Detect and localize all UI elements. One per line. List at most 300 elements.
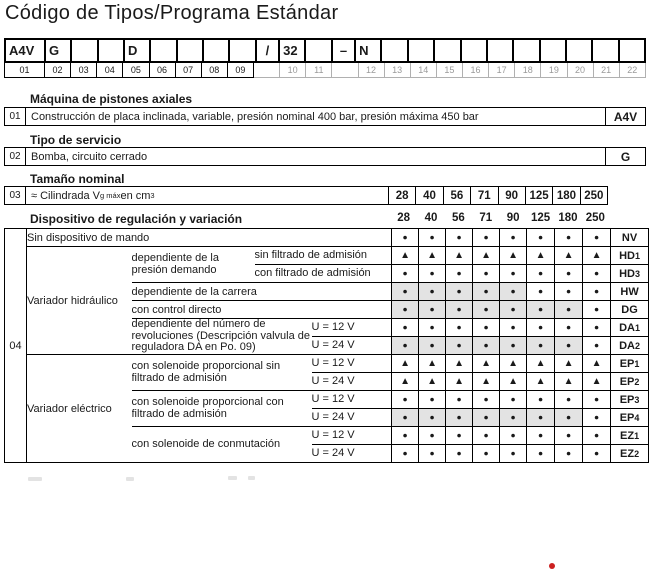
- symbol-cell: [527, 391, 555, 409]
- type-code-position-number: 21: [594, 63, 620, 78]
- dot-symbol: ●: [593, 394, 600, 404]
- symbol-cell: [473, 427, 500, 445]
- section-row-02: [4, 147, 646, 166]
- type-code-cell: [620, 40, 646, 61]
- type-code-number-row: [4, 63, 646, 78]
- type-code-position-number: 07: [176, 63, 202, 78]
- dot-symbol: ●: [510, 322, 516, 332]
- dot-symbol: ●: [456, 394, 462, 404]
- symbol-cell: [500, 301, 527, 319]
- code-letters: EP: [619, 411, 635, 424]
- symbol-cell: [473, 391, 500, 409]
- regulation-group-label: Variador hidráulico: [27, 247, 132, 355]
- symbol-cell: [527, 445, 555, 463]
- type-code-position-number: 06: [150, 63, 176, 78]
- regulation-row-label: con control directo: [132, 301, 392, 319]
- symbol-cell: [500, 427, 527, 445]
- triangle-symbol: ▲: [535, 376, 546, 387]
- triangle-symbol: ▲: [563, 358, 574, 369]
- symbol-cell: [555, 391, 583, 409]
- symbol-cell: [473, 319, 500, 337]
- symbol-cell: [392, 391, 419, 409]
- symbol-cell: [555, 409, 583, 427]
- symbol-cell: [419, 319, 446, 337]
- symbol-cell: [527, 409, 555, 427]
- code-digit: 1: [634, 358, 640, 369]
- symbol-cell: [419, 409, 446, 427]
- type-code-cell: [204, 40, 230, 61]
- type-code-position-number: 22: [620, 63, 646, 78]
- symbol-cell: [473, 265, 500, 283]
- regulation-size-label: 180: [558, 212, 578, 224]
- code-cell: [611, 373, 649, 391]
- symbol-cell: [446, 445, 473, 463]
- desc-subscript: g máx: [100, 191, 121, 200]
- dot-symbol: ●: [402, 430, 408, 440]
- symbol-cell: [473, 337, 500, 355]
- type-code-position-number: [254, 63, 280, 78]
- symbol-cell: [583, 283, 611, 301]
- triangle-symbol: ▲: [400, 376, 410, 387]
- symbol-cell: [500, 355, 527, 373]
- type-code-position-number: 01: [5, 63, 45, 78]
- dot-symbol: ●: [456, 340, 462, 350]
- dot-symbol: ●: [429, 286, 435, 296]
- symbol-cell: [555, 445, 583, 463]
- symbol-cell: [446, 319, 473, 337]
- code-cell: [611, 409, 649, 427]
- type-code-cell: /: [257, 40, 280, 61]
- symbol-cell: [392, 283, 419, 301]
- type-code-cell: D: [125, 40, 151, 61]
- desc-superscript: 3: [150, 191, 155, 200]
- code-digit: 2: [634, 448, 640, 459]
- code-cell: [611, 391, 649, 409]
- dot-symbol: ●: [593, 268, 600, 278]
- code-letters: EP: [619, 357, 635, 370]
- symbol-cell: [500, 229, 527, 247]
- type-code-cell: –: [333, 40, 356, 61]
- section-heading-tamano: Tamaño nominal: [30, 172, 125, 186]
- symbol-cell: [419, 445, 446, 463]
- dot-symbol: ●: [456, 232, 462, 242]
- symbol-cell: [555, 337, 583, 355]
- triangle-symbol: ▲: [535, 358, 546, 369]
- regulation-group-label: Variador eléctrico: [27, 355, 132, 463]
- regulation-size-header: [390, 212, 609, 224]
- type-code-position-number: 05: [123, 63, 149, 78]
- dot-symbol: ●: [483, 322, 489, 332]
- symbol-cell: [555, 229, 583, 247]
- symbol-cell: [419, 355, 446, 373]
- dot-symbol: ●: [429, 412, 435, 422]
- regulation-size-label: 250: [585, 212, 605, 224]
- type-code-position-number: 09: [228, 63, 254, 78]
- type-code-position-number: 14: [411, 63, 437, 78]
- size-cell: 125: [525, 186, 553, 205]
- symbol-cell: [473, 301, 500, 319]
- symbol-cell: [473, 247, 500, 265]
- symbol-cell: [555, 319, 583, 337]
- symbol-cell: [583, 301, 611, 319]
- row-description: Bomba, circuito cerrado: [25, 147, 606, 166]
- symbol-cell: [500, 319, 527, 337]
- regulation-size-label: 40: [424, 212, 438, 224]
- regulation-sub-label: con solenoide de conmutación: [132, 427, 312, 463]
- symbol-cell: [473, 445, 500, 463]
- type-code-cell: G: [46, 40, 72, 61]
- type-code-position-number: 17: [489, 63, 515, 78]
- type-code-cell: [462, 40, 488, 61]
- type-code-position-number: [332, 63, 358, 78]
- dot-symbol: ●: [483, 394, 489, 404]
- symbol-cell: [500, 283, 527, 301]
- type-code-position-number: 03: [71, 63, 97, 78]
- code-cell: [611, 355, 649, 373]
- dot-symbol: ●: [429, 340, 435, 350]
- regulation-size-label: 125: [530, 212, 551, 224]
- symbol-cell: [473, 355, 500, 373]
- symbol-cell: [446, 427, 473, 445]
- section-heading-servicio: Tipo de servicio: [30, 133, 122, 147]
- symbol-cell: [392, 265, 419, 283]
- symbol-cell: [446, 265, 473, 283]
- type-code-cell: [435, 40, 461, 61]
- code-cell: [611, 445, 649, 463]
- voltage-label: U = 24 V: [312, 445, 392, 463]
- dot-symbol: ●: [537, 286, 544, 296]
- code-digit: 2: [634, 376, 640, 387]
- dot-symbol: ●: [537, 322, 544, 332]
- type-code-cell: A4V: [6, 40, 46, 61]
- code-letters: EP: [619, 375, 635, 388]
- dot-symbol: ●: [510, 340, 516, 350]
- regulation-sub-label: dependiente del número de revoluciones (Descripción valvula de reguladora DA en Po. 09): [131, 318, 311, 354]
- row-number: 01: [4, 107, 26, 126]
- size-cell: 180: [552, 186, 580, 205]
- symbol-cell: [446, 229, 473, 247]
- dot-symbol: ●: [565, 394, 572, 404]
- size-cell: 71: [470, 186, 498, 205]
- type-code-position-number: 16: [463, 63, 489, 78]
- dot-symbol: ●: [537, 232, 544, 242]
- triangle-symbol: ▲: [508, 376, 518, 387]
- dot-symbol: ●: [402, 286, 408, 296]
- code-letters: HD: [619, 267, 635, 280]
- dot-symbol: ●: [510, 268, 516, 278]
- dot-symbol: ●: [565, 412, 572, 422]
- symbol-cell: [419, 265, 446, 283]
- type-code-cell: [409, 40, 435, 61]
- triangle-symbol: ▲: [535, 250, 546, 261]
- symbol-cell: [583, 391, 611, 409]
- desc-mid: en cm: [120, 189, 151, 202]
- dot-symbol: ●: [593, 304, 600, 314]
- voltage-label: U = 24 V: [312, 373, 392, 391]
- type-code-cell: [593, 40, 619, 61]
- symbol-cell: [527, 355, 555, 373]
- dot-symbol: ●: [483, 448, 489, 458]
- dot-symbol: ●: [593, 322, 600, 332]
- type-code-position-number: 11: [306, 63, 332, 78]
- code-digit: 2: [634, 340, 640, 351]
- dot-symbol: ●: [593, 232, 600, 242]
- symbol-cell: [392, 319, 419, 337]
- type-code-position-number: 08: [202, 63, 228, 78]
- size-cell: 90: [498, 186, 526, 205]
- type-code-position-number: 02: [45, 63, 71, 78]
- dot-symbol: ●: [402, 340, 408, 350]
- triangle-symbol: ▲: [400, 358, 410, 369]
- symbol-cell: [583, 427, 611, 445]
- dot-symbol: ●: [456, 430, 462, 440]
- symbol-cell: [446, 283, 473, 301]
- triangle-symbol: ▲: [508, 358, 518, 369]
- symbol-cell: [555, 355, 583, 373]
- symbol-cell: [527, 337, 555, 355]
- type-code-cell: [230, 40, 256, 61]
- symbol-cell: [500, 391, 527, 409]
- type-code-cell: [382, 40, 408, 61]
- voltage-label: U = 24 V: [312, 409, 392, 427]
- voltage-label: U = 12 V: [312, 355, 392, 373]
- size-cells: [389, 186, 608, 205]
- row-number: 03: [4, 186, 26, 205]
- symbol-cell: [419, 229, 446, 247]
- dot-symbol: ●: [456, 448, 462, 458]
- code-cell: [611, 427, 649, 445]
- size-cell: 250: [580, 186, 608, 205]
- symbol-cell: [500, 373, 527, 391]
- dot-symbol: ●: [593, 286, 600, 296]
- triangle-symbol: ▲: [427, 376, 437, 387]
- size-cell: 40: [415, 186, 443, 205]
- dot-symbol: ●: [565, 286, 572, 296]
- type-code-position-number: 10: [280, 63, 306, 78]
- dot-symbol: ●: [483, 268, 489, 278]
- symbol-cell: [419, 373, 446, 391]
- symbol-cell: [446, 391, 473, 409]
- symbol-cell: [392, 445, 419, 463]
- symbol-cell: [392, 355, 419, 373]
- type-code-cell: [567, 40, 593, 61]
- red-dot-marker: [549, 563, 555, 569]
- type-code-cell: [514, 40, 540, 61]
- dot-symbol: ●: [565, 340, 572, 350]
- symbol-cell: [446, 409, 473, 427]
- dot-symbol: ●: [402, 268, 408, 278]
- symbol-cell: [500, 445, 527, 463]
- regulation-row-label: Sin dispositivo de mando: [27, 229, 392, 247]
- regulation-variant-label: sin filtrado de admisión: [255, 247, 392, 265]
- section-row-03: [4, 186, 608, 205]
- triangle-symbol: ▲: [427, 250, 437, 261]
- dot-symbol: ●: [483, 412, 489, 422]
- symbol-cell: [419, 427, 446, 445]
- symbol-cell: [419, 247, 446, 265]
- symbol-cell: [583, 409, 611, 427]
- symbol-cell: [527, 373, 555, 391]
- type-code-table: [4, 38, 646, 78]
- type-code-position-number: 20: [568, 63, 594, 78]
- symbol-cell: [419, 337, 446, 355]
- triangle-symbol: ▲: [591, 376, 602, 387]
- symbol-cell: [583, 265, 611, 283]
- code-digit: 1: [634, 430, 640, 441]
- symbol-cell: [527, 283, 555, 301]
- symbol-cell: [446, 301, 473, 319]
- triangle-symbol: ▲: [454, 376, 464, 387]
- dot-symbol: ●: [565, 304, 572, 314]
- symbol-cell: [527, 229, 555, 247]
- dot-symbol: ●: [456, 304, 462, 314]
- voltage-label: U = 12 V: [312, 391, 392, 409]
- code-cell: [611, 319, 649, 337]
- symbol-cell: [555, 301, 583, 319]
- regulation-size-label: 71: [479, 212, 493, 224]
- dot-symbol: ●: [537, 394, 544, 404]
- symbol-cell: [527, 427, 555, 445]
- dot-symbol: ●: [456, 412, 462, 422]
- section-row-01: [4, 107, 646, 126]
- dot-symbol: ●: [537, 268, 544, 278]
- symbol-cell: [392, 373, 419, 391]
- type-code-cell: [178, 40, 204, 61]
- dot-symbol: ●: [510, 304, 516, 314]
- regulation-heading: Dispositivo de regulación y variación: [30, 212, 243, 226]
- desc-main: ≈ Cilindrada V: [31, 189, 101, 202]
- code-digit: 1: [634, 250, 640, 261]
- type-code-position-number: 13: [385, 63, 411, 78]
- symbol-cell: [500, 247, 527, 265]
- code-digit: 4: [634, 412, 640, 423]
- code-letters: DA: [619, 339, 635, 352]
- dot-symbol: ●: [565, 268, 572, 278]
- symbol-cell: [419, 301, 446, 319]
- triangle-symbol: ▲: [481, 358, 491, 369]
- type-code-cell: [151, 40, 177, 61]
- symbol-cell: [583, 445, 611, 463]
- triangle-symbol: ▲: [563, 250, 574, 261]
- code-cell: HW: [611, 283, 649, 301]
- type-code-cell: [72, 40, 98, 61]
- triangle-symbol: ▲: [454, 250, 464, 261]
- dot-symbol: ●: [537, 448, 544, 458]
- dot-symbol: ●: [483, 286, 489, 296]
- dot-symbol: ●: [429, 304, 435, 314]
- row-description: Construcción de placa inclinada, variable, presión nominal 400 bar, presión máxima 450 bar: [25, 107, 606, 126]
- voltage-label: U = 12 V: [312, 427, 392, 445]
- symbol-cell: [446, 337, 473, 355]
- symbol-cell: [392, 337, 419, 355]
- regulation-size-label: 28: [397, 212, 411, 224]
- row-code: A4V: [605, 107, 646, 126]
- symbol-cell: [392, 229, 419, 247]
- triangle-symbol: ▲: [481, 250, 491, 261]
- page-title: Código de Tipos/Programa Estándar: [5, 2, 339, 24]
- code-letters: DA: [619, 321, 635, 334]
- type-code-cell: [541, 40, 567, 61]
- type-code-position-number: 19: [541, 63, 567, 78]
- symbol-cell: [500, 409, 527, 427]
- row-number: 02: [4, 147, 26, 166]
- dot-symbol: ●: [429, 394, 435, 404]
- regulation-section-number: 04: [5, 229, 27, 463]
- symbol-cell: [583, 337, 611, 355]
- code-cell: NV: [611, 229, 649, 247]
- dot-symbol: ●: [483, 430, 489, 440]
- dot-symbol: ●: [402, 394, 408, 404]
- regulation-table-wrap: [4, 228, 649, 463]
- dot-symbol: ●: [483, 232, 489, 242]
- dot-symbol: ●: [565, 232, 572, 242]
- dot-symbol: ●: [402, 304, 408, 314]
- symbol-cell: [555, 283, 583, 301]
- code-cell: DG: [611, 301, 649, 319]
- symbol-cell: [527, 247, 555, 265]
- code-letters: EZ: [620, 447, 635, 460]
- type-code-position-number: 18: [515, 63, 541, 78]
- type-code-position-number: 04: [97, 63, 123, 78]
- dot-symbol: ●: [537, 412, 544, 422]
- dot-symbol: ●: [593, 430, 600, 440]
- dot-symbol: ●: [429, 268, 435, 278]
- triangle-symbol: ▲: [454, 358, 464, 369]
- type-code-cell: N: [356, 40, 382, 61]
- dot-symbol: ●: [537, 430, 544, 440]
- dot-symbol: ●: [483, 304, 489, 314]
- symbol-cell: [555, 247, 583, 265]
- dot-symbol: ●: [456, 268, 462, 278]
- row-code: G: [605, 147, 646, 166]
- type-code-position-number: 12: [359, 63, 385, 78]
- dot-symbol: ●: [593, 448, 600, 458]
- symbol-cell: [446, 355, 473, 373]
- regulation-sub-label: con solenoide proporcional con filtrado de admisión: [132, 391, 312, 427]
- symbol-cell: [473, 409, 500, 427]
- triangle-symbol: ▲: [481, 376, 491, 387]
- dot-symbol: ●: [565, 322, 572, 332]
- symbol-cell: [583, 319, 611, 337]
- symbol-cell: [527, 301, 555, 319]
- code-cell: [611, 337, 649, 355]
- triangle-symbol: ▲: [508, 250, 518, 261]
- dot-symbol: ●: [593, 340, 600, 350]
- dot-symbol: ●: [429, 232, 435, 242]
- symbol-cell: [500, 337, 527, 355]
- dot-symbol: ●: [402, 232, 408, 242]
- symbol-cell: [392, 247, 419, 265]
- triangle-symbol: ▲: [591, 250, 602, 261]
- regulation-sub-label: con solenoide proporcional sin filtrado de admisión: [132, 355, 312, 391]
- symbol-cell: [555, 265, 583, 283]
- symbol-cell: [583, 247, 611, 265]
- row-description: [25, 186, 389, 205]
- symbol-cell: [419, 391, 446, 409]
- triangle-symbol: ▲: [591, 358, 602, 369]
- section-heading-maquina: Máquina de pistones axiales: [30, 92, 193, 106]
- dot-symbol: ●: [565, 430, 572, 440]
- type-code-position-number: 15: [437, 63, 463, 78]
- symbol-cell: [473, 283, 500, 301]
- code-letters: EP: [619, 393, 635, 406]
- code-digit: 3: [634, 268, 640, 279]
- dot-symbol: ●: [565, 448, 572, 458]
- type-code-row: [4, 38, 646, 63]
- symbol-cell: [583, 373, 611, 391]
- dot-symbol: ●: [402, 412, 408, 422]
- symbol-cell: [446, 247, 473, 265]
